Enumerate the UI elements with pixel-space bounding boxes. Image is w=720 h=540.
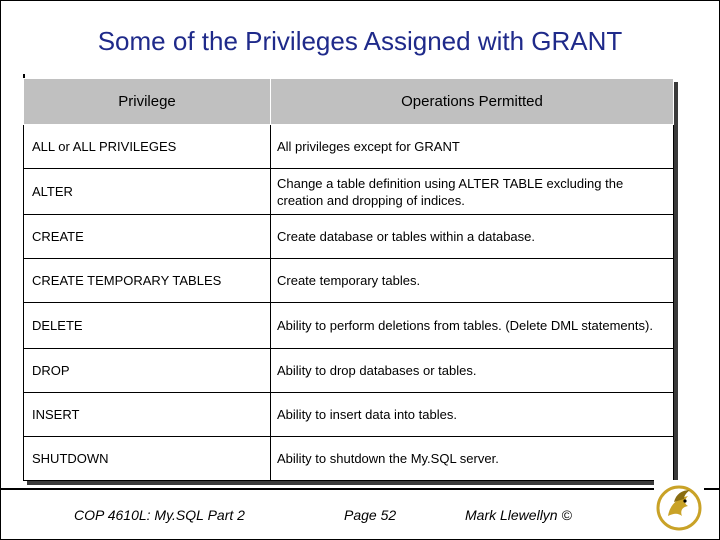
table-row bbox=[24, 215, 674, 259]
operations-cell: Ability to shutdown the My.SQL server. bbox=[271, 437, 674, 481]
privilege-cell: ALTER bbox=[24, 169, 271, 215]
operations-cell: Ability to perform deletions from tables. (Delete DML statements). bbox=[271, 303, 674, 349]
footer-author: Mark Llewellyn © bbox=[465, 507, 572, 523]
operations-cell: Ability to drop databases or tables. bbox=[271, 349, 674, 393]
table-row bbox=[24, 169, 674, 215]
operations-cell: All privileges except for GRANT bbox=[271, 125, 674, 169]
table-row bbox=[24, 349, 674, 393]
table-row bbox=[24, 259, 674, 303]
privilege-cell: ALL or ALL PRIVILEGES bbox=[24, 125, 271, 169]
footer-rule bbox=[0, 488, 720, 490]
table-row bbox=[24, 303, 674, 349]
privilege-cell: DELETE bbox=[24, 303, 271, 349]
table-header-row bbox=[24, 79, 674, 125]
privileges-table bbox=[23, 78, 674, 481]
operations-cell: Change a table definition using ALTER TABLE excluding the creation and dropping of indices. bbox=[271, 169, 674, 215]
privilege-cell: CREATE TEMPORARY TABLES bbox=[24, 259, 271, 303]
privilege-cell: CREATE bbox=[24, 215, 271, 259]
pegasus-logo-icon bbox=[654, 480, 704, 534]
operations-cell: Ability to insert data into tables. bbox=[271, 393, 674, 437]
table-row bbox=[24, 393, 674, 437]
column-header-privilege: Privilege bbox=[24, 79, 271, 125]
slide-title: Some of the Privileges Assigned with GRANT bbox=[97, 26, 623, 56]
privilege-cell: DROP bbox=[24, 349, 271, 393]
table-row bbox=[24, 437, 674, 481]
operations-cell: Create temporary tables. bbox=[271, 259, 674, 303]
column-header-operations: Operations Permitted bbox=[271, 79, 674, 125]
footer-page-number: Page 52 bbox=[344, 507, 397, 523]
footer-course: COP 4610L: My.SQL Part 2 bbox=[74, 507, 245, 523]
privilege-cell: INSERT bbox=[24, 393, 271, 437]
table-row bbox=[24, 125, 674, 169]
privilege-cell: SHUTDOWN bbox=[24, 437, 271, 481]
operations-cell: Create database or tables within a database. bbox=[271, 215, 674, 259]
